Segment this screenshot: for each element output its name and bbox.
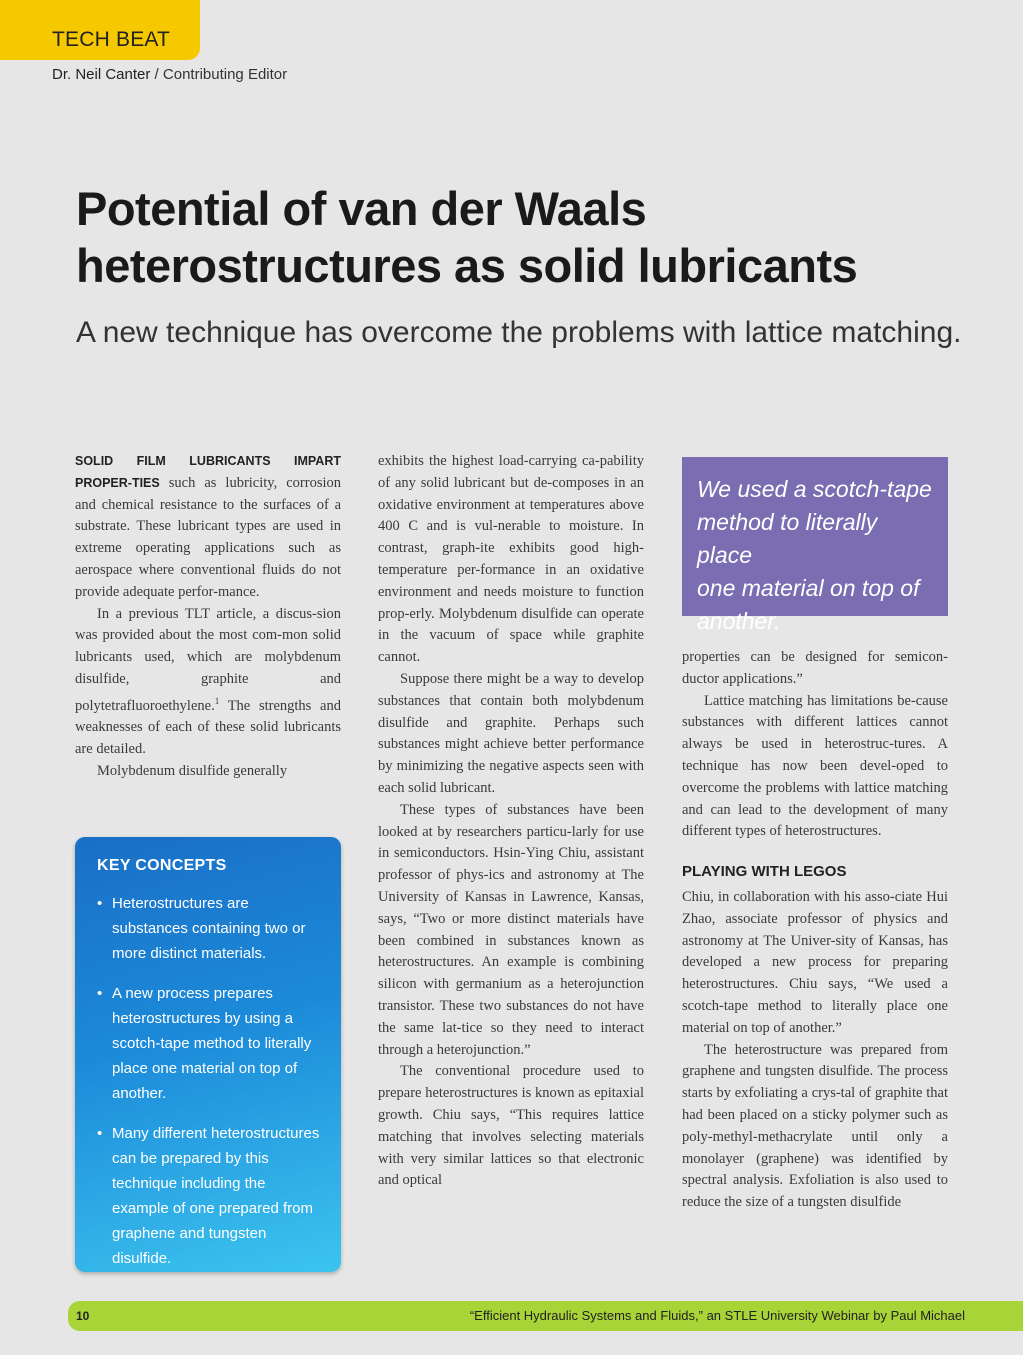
byline [52, 66, 287, 83]
key-concepts-box [75, 837, 341, 1272]
page-number: 10 [76, 1309, 90, 1323]
body-column-2 [378, 451, 644, 1192]
list-item-text: Many different heterostructures can be prepared by this technique including the example of one prepared from graphene and tungsten disulfide. [112, 1125, 320, 1267]
bullet-icon: • [97, 895, 103, 912]
section-subheading: PLAYING WITH LEGOS [682, 863, 847, 881]
paragraph [75, 604, 341, 761]
pull-quote [682, 457, 948, 634]
body-column-3 [682, 647, 948, 1214]
pull-quote-line: another. [697, 608, 781, 634]
paragraph: properties can be designed for semicon-ductor applications.” [682, 649, 948, 687]
paragraph-intro [75, 451, 341, 604]
list-item [97, 1121, 321, 1271]
paragraph: These types of substances have been looked at by researchers particu-larly for use in semiconductors. Hsin-Ying Chiu, assistant professor of phys-ics and astronomy at The University of Kansas in Lawrence, Kansas, says, “Two or more distinct materials have been combined in substances known as heterostructures. An example is combining silicon with germanium as a heterojunction transistor. These two substances do not have the same lat-tice so they need to interact through a heterojunction.” [378, 801, 644, 1058]
footer-promo-text: “Efficient Hydraulic Systems and Fluids,” an STLE University Webinar by Paul Michael [469, 1308, 965, 1323]
paragraph: exhibits the highest load-carrying ca-pability of any solid lubricant but de-composes in an oxidative environment at temperatures above 400 C and is vul-nerable to moisture. In contrast, graph-ite exhibits good high-temperature per-formance in an oxidative environment and needs moisture to function prop-erly. Molybdenum disulfide can operate in the vacuum of space while graphite cannot. [378, 453, 644, 666]
article-title [76, 180, 976, 294]
paragraph-text: The strengths and weaknesses of each of these solid lubricants are detailed. [75, 697, 341, 758]
bullet-icon: • [97, 1125, 103, 1142]
key-concepts-title: KEY CONCEPTS [97, 857, 227, 874]
pull-quote-line: We used a scotch-tape [697, 476, 932, 502]
byline-separator: / [150, 66, 163, 83]
lead-in: SOLID FILM LUBRICANTS IMPART PROPER-TIES [75, 454, 341, 490]
key-concepts-list [97, 891, 321, 1271]
paragraph: The conventional procedure used to prepare heterostructures is known as epitaxial growth. Chiu says, “This requires lattice matching that involves selecting materials with very similar lattices so that electronic and optical [378, 1063, 644, 1189]
author-role: Contributing Editor [162, 66, 288, 83]
pull-quote-line: method to literally place [697, 509, 878, 568]
body-column-1 [75, 451, 341, 783]
list-item [97, 891, 321, 966]
paragraph: Lattice matching has limitations be-cause substances with different lattices cannot always be used in heterostruc-tures. A technique has now been devel-oped to overcome the problems with lattice matching and can lead to the development of many different types of heterostructures. [682, 692, 948, 840]
list-item-text: A new process prepares heterostructures by using a scotch-tape method to literally place one material on top of another. [112, 985, 312, 1102]
list-item [97, 981, 321, 1106]
title-line-2: heterostructures as solid lubricants [76, 239, 858, 292]
footnote-ref[interactable]: 1 [214, 695, 220, 706]
pull-quote-line: one material on top of [697, 575, 920, 601]
section-label: TECH BEAT [52, 28, 171, 51]
intro-text: such as lubricity, corrosion and chemical resistance to the surfaces of a substrate. These lubricant types are used in extreme operating applications such as aerospace where conventional fluids do not provide adequate perfor-mance. [75, 474, 341, 600]
list-item-text: Heterostructures are substances containing two or more distinct materials. [112, 895, 306, 962]
paragraph: Suppose there might be a way to develop substances that contain both molybdenum disulfide and graphite. Perhaps such substances might achieve better performance by minimizing the negative aspects seen with each solid lubricant. [378, 670, 644, 796]
paragraph: Molybdenum disulfide generally [97, 762, 288, 779]
paragraph-text: In a previous TLT article, a discus-sion was provided about the most com-mon solid lubricants used, which are molybdenum disulfide, graphite and polytetrafluoroethylene. [75, 605, 341, 714]
footer-bar [68, 1301, 1023, 1331]
bullet-icon: • [97, 985, 103, 1002]
article-subtitle: A new technique has overcome the problems with lattice matching. [76, 316, 962, 349]
author-name: Dr. Neil Canter [52, 66, 151, 83]
title-line-1: Potential of van der Waals [76, 182, 647, 235]
section-tab [0, 0, 200, 60]
paragraph: Chiu, in collaboration with his asso-ciate Hui Zhao, associate professor of physics and astronomy at The Univer-sity of Kansas, has developed a new process for preparing heterostructures. Chiu says, “We used a scotch-tape method to literally place one material on top of another.” [682, 888, 948, 1036]
paragraph: The heterostructure was prepared from graphene and tungsten disulfide. The process starts by exfoliating a crys-tal of graphite that had been placed on a sticky polymer such as poly-methyl-methacrylate until only a monolayer (graphene) was identified by spectral analysis. Exfoliation is also used to reduce the size of a tungsten disulfide [682, 1041, 948, 1211]
